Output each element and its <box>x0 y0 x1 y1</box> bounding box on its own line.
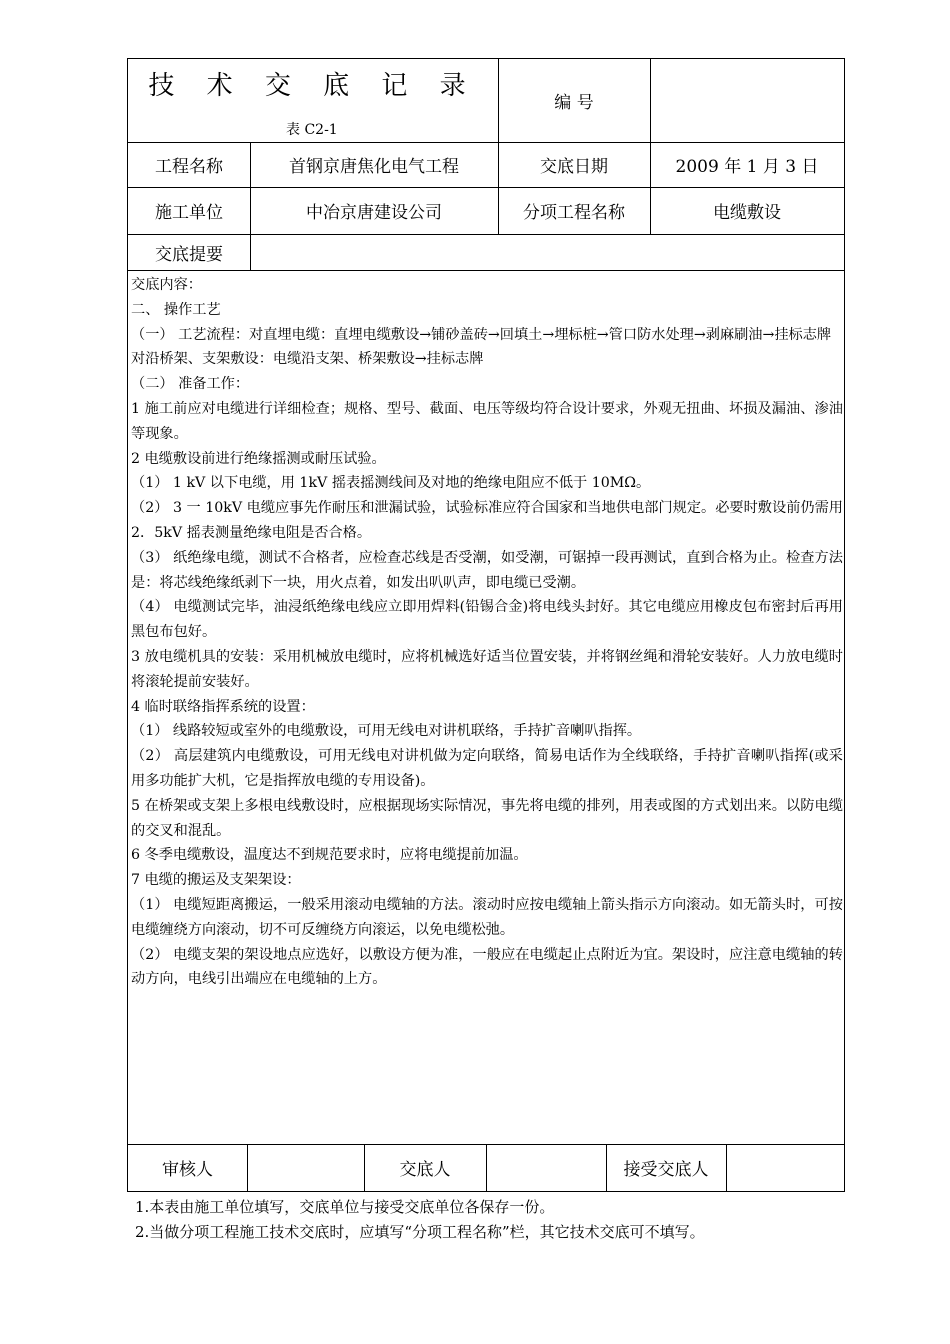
form-number: 表 C2-1 <box>286 122 338 138</box>
date-value[interactable]: 2009 年 1 月 3 日 <box>675 157 819 177</box>
content-paragraph: 7 电缆的搬运及支架架设： <box>131 872 301 889</box>
content-paragraph: （4） 电缆测试完毕，油浸纸绝缘电线应立即用焊料(铅锡合金)将电线头封好。其它电缆应用橡皮包布密封后再用黑包布包好。 <box>131 599 843 641</box>
contractor-label: 施工单位 <box>155 203 223 223</box>
sub-project-label: 分项工程名称 <box>523 203 625 223</box>
content-paragraph: （2） 3 一 10kV 电缆应事先作耐压和泄漏试验，试验标准应符合国家和当地供电部门规定。必要时敷设前仍需用 2．5kV 摇表测量绝缘电阻是否合格。 <box>131 500 843 541</box>
project-name-value[interactable]: 首钢京唐焦化电气工程 <box>289 157 459 177</box>
footnote-1: 1.本表由施工单位填写，交底单位与接受交底单位各保存一份。 <box>135 1198 555 1216</box>
content-paragraph: （二） 准备工作： <box>131 376 250 393</box>
sub-project-value[interactable]: 电缆敷设 <box>713 203 781 223</box>
date-label: 交底日期 <box>540 157 608 177</box>
disclosure-content <box>131 273 843 992</box>
project-name-label: 工程名称 <box>155 157 223 177</box>
form-title: 技 术 交 底 记 录 <box>148 71 478 101</box>
content-paragraph: 对沿桥架、支架敷设：电缆沿支架、桥架敷设→挂标志牌 <box>131 351 484 368</box>
content-paragraph: （1） 电缆短距离搬运，一般采用滚动电缆轴的方法。滚动时应按电缆轴上箭头指示方向滚动。如无箭头时，可按电缆缠绕方向滚动，切不可反缠绕方向滚运，以免电缆松弛。 <box>131 896 843 938</box>
discloser-value[interactable] <box>486 1144 606 1191</box>
summary-label: 交底提要 <box>155 244 223 265</box>
footnote-2: 2.当做分项工程施工技术交底时，应填写“分项工程名称”栏，其它技术交底可不填写。 <box>135 1223 705 1241</box>
row-divider <box>128 270 844 271</box>
discloser-label: 交底人 <box>399 1160 451 1180</box>
reviewer-value[interactable] <box>247 1144 364 1191</box>
reviewer-label: 审核人 <box>162 1160 213 1180</box>
content-paragraph: 5 在桥架或支架上多根电线敷设时，应根据现场实际情况，事先将电缆的排列，用表或图的方式划出来。以防电缆的交叉和混乱。 <box>131 797 843 839</box>
summary-value[interactable] <box>250 234 844 270</box>
receiver-label: 接受交底人 <box>623 1160 709 1180</box>
content-paragraph: 4 临时联络指挥系统的设置： <box>131 698 315 715</box>
disclosure-record-form <box>127 58 845 1192</box>
content-paragraph: （3） 纸绝缘电缆，测试不合格者，应检查芯线是否受潮，如受潮，可锯掉一段再测试，直到合格为止。检查方法是：将芯线绝缘纸剥下一块，用火点着，如发出叭叭声，即电缆已受潮。 <box>131 549 843 591</box>
content-paragraph: （一） 工艺流程：对直埋电缆：直埋电缆敷设→铺砂盖砖→回填土→埋标桩→管口防水处理→剥麻刷油→挂标志牌 <box>131 326 832 343</box>
content-paragraph: 3 放电缆机具的安装：采用机械放电缆时，应将机械选好适当位置安装，并将钢丝绳和滑轮安装好。人力放电缆时将滚轮提前安装好。 <box>131 648 843 690</box>
contractor-value[interactable]: 中冶京唐建设公司 <box>306 203 442 223</box>
content-paragraph: （1） 线路较短或室外的电缆敷设，可用无线电对讲机联络，手持扩音喇叭指挥。 <box>131 723 642 740</box>
content-paragraph: （1） 1 kV 以下电缆，用 1kV 摇表摇测线间及对地的绝缘电阻应不低于 10MΩ。 <box>131 475 651 492</box>
content-heading: 交底内容： <box>131 277 202 293</box>
content-paragraph: 6 冬季电缆敷设，温度达不到规范要求时，应将电缆提前加温。 <box>131 847 528 864</box>
number-value[interactable] <box>650 59 844 142</box>
content-paragraph: 二、 操作工艺 <box>131 301 221 318</box>
number-label: 编 号 <box>554 93 594 113</box>
content-paragraph: （2） 高层建筑内电缆敷设，可用无线电对讲机做为定向联络，简易电话作为全线联络，手持扩音喇叭指挥(或采用多功能扩大机，它是指挥放电缆的专用设备)。 <box>131 748 843 789</box>
receiver-value[interactable] <box>726 1144 844 1191</box>
content-paragraph: （2） 电缆支架的架设地点应选好，以敷设方便为准，一般应在电缆起止点附近为宜。架设时，应注意电缆轴的转动方向，电线引出端应在电缆轴的上方。 <box>131 946 843 988</box>
content-paragraph: 1 施工前应对电缆进行详细检查；规格、型号、截面、电压等级均符合设计要求，外观无扭曲、坏损及漏油、渗油等现象。 <box>131 400 843 442</box>
content-paragraph: 2 电缆敷设前进行绝缘摇测或耐压试验。 <box>131 450 386 467</box>
